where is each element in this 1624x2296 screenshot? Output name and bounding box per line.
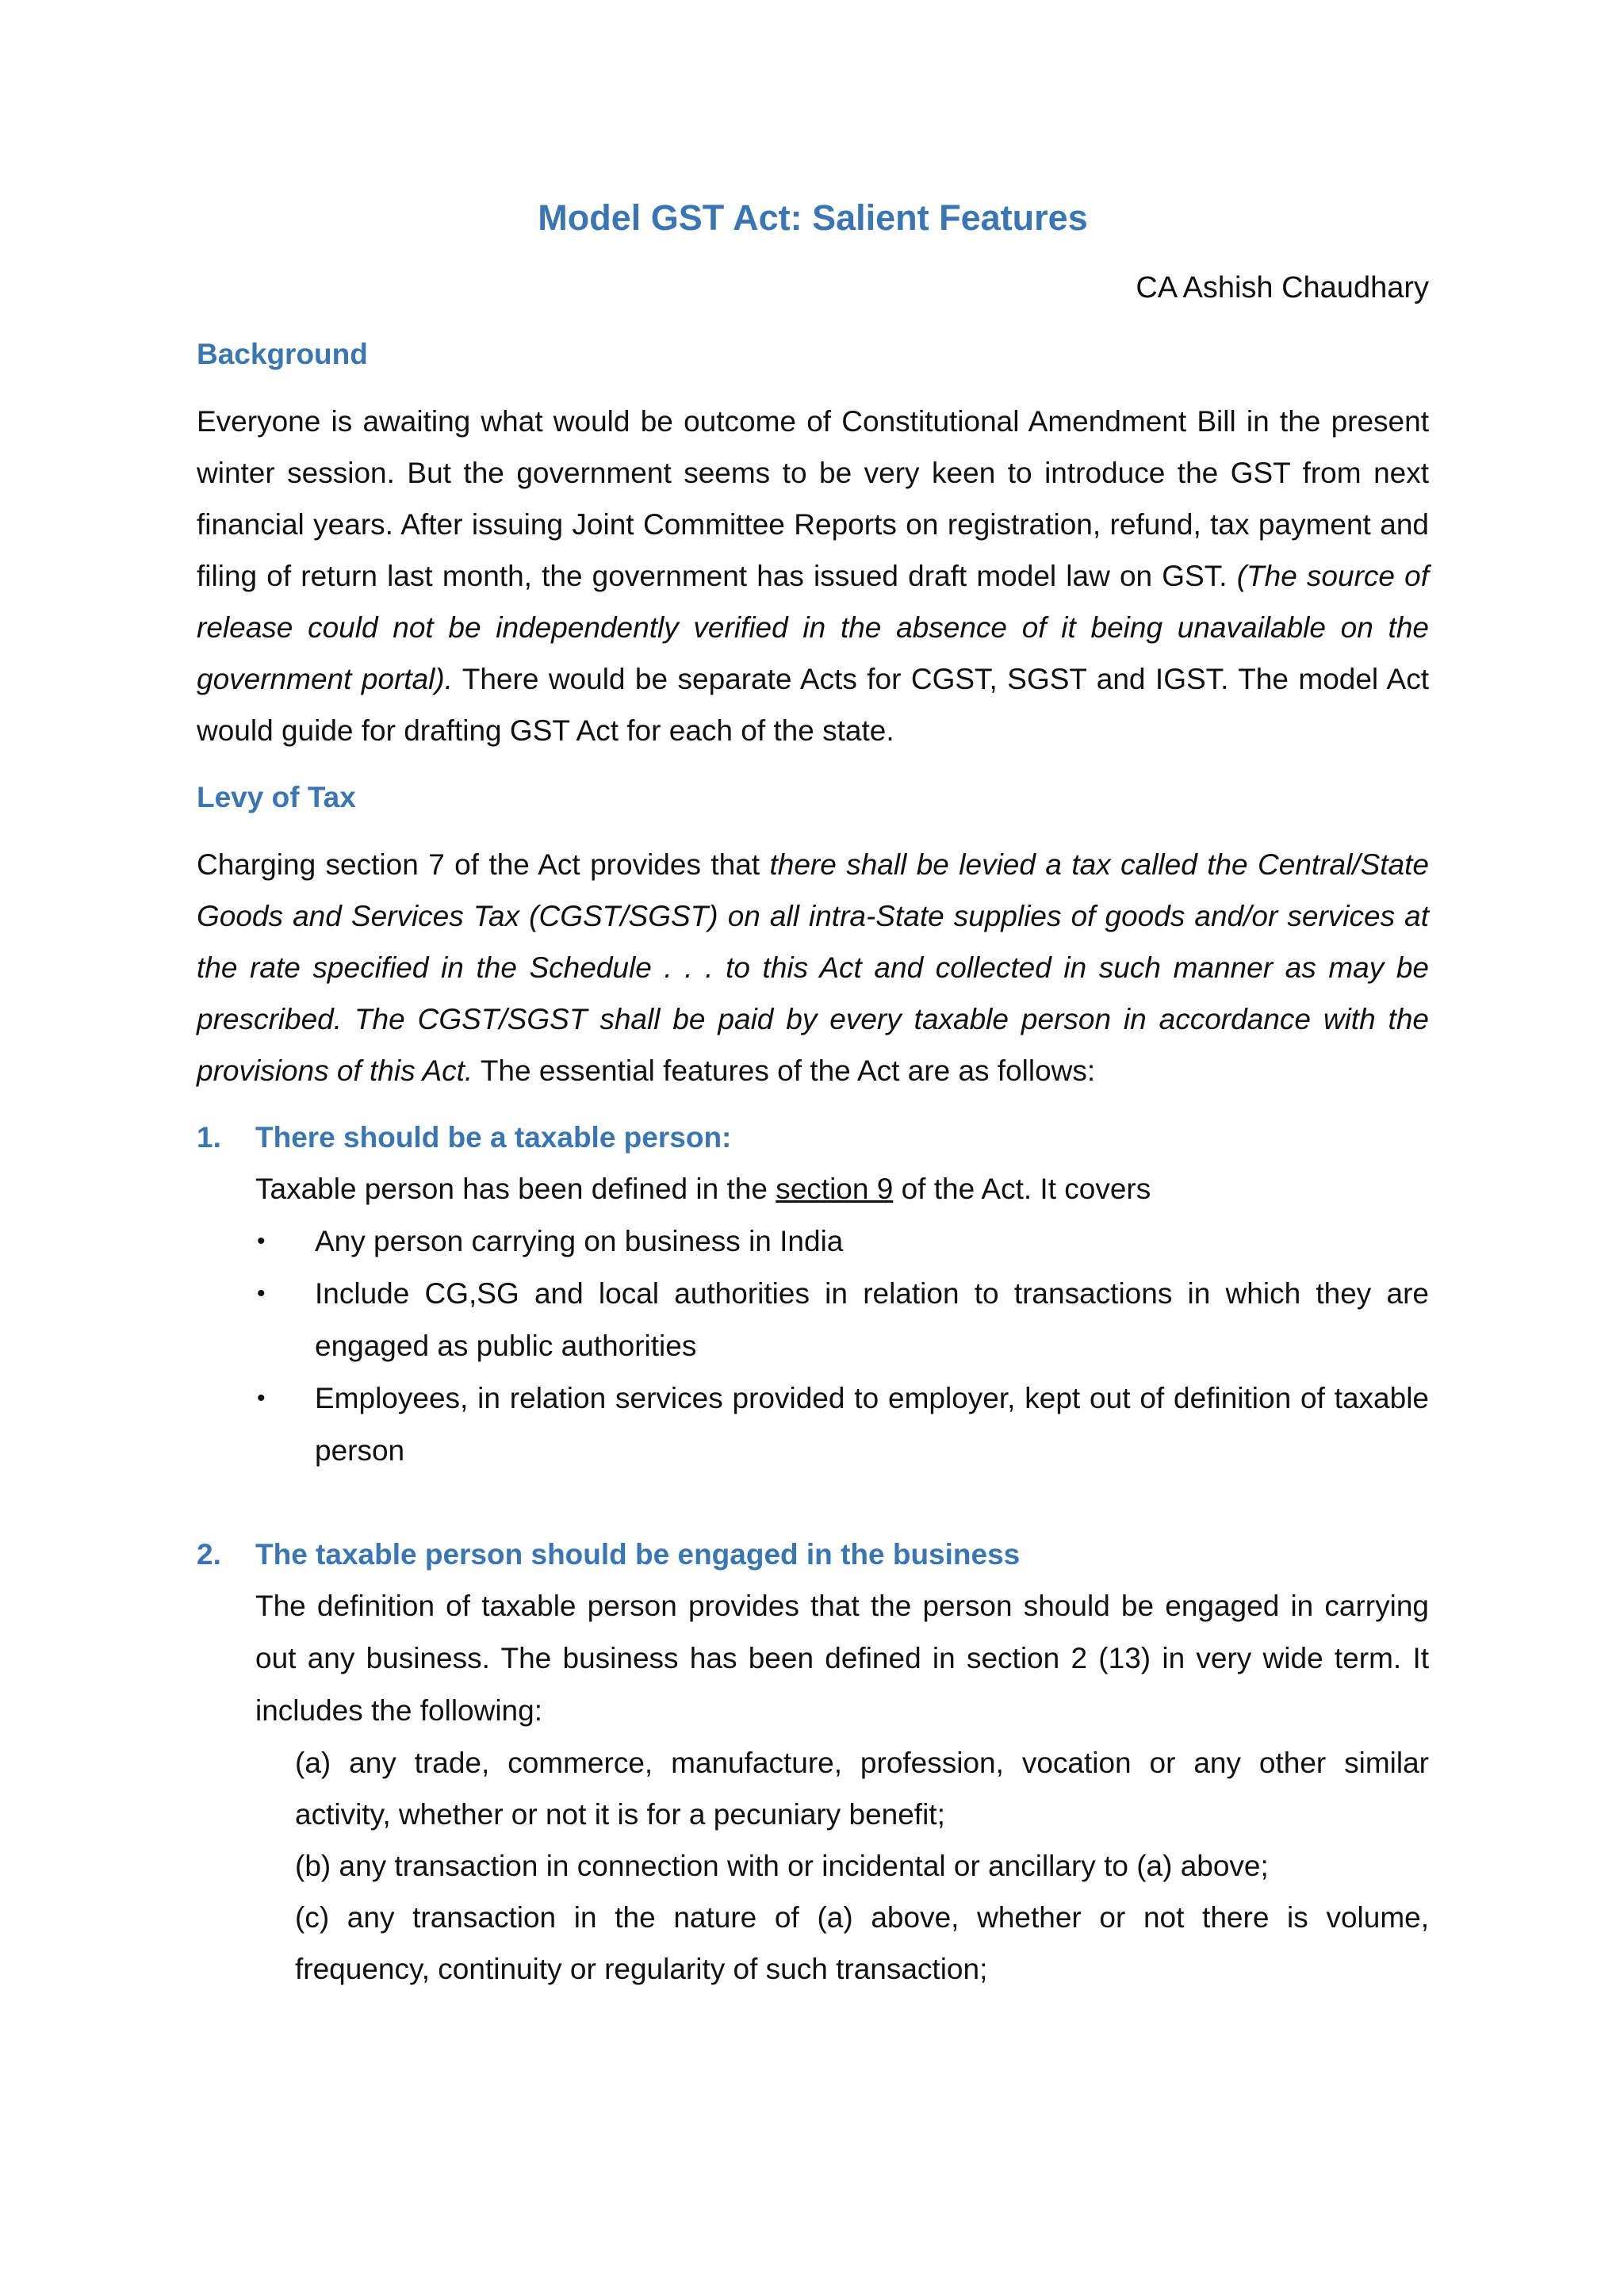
levy-text-1: Charging section 7 of the Act provides that (197, 848, 770, 881)
document-content (197, 186, 1429, 1995)
list-item (255, 1215, 1429, 1268)
bullet-text: Include CG,SG and local authorities in relation to transactions in which they are engaged as public authorities (315, 1277, 1429, 1362)
point-1-number: 1. (197, 1121, 221, 1154)
levy-paragraph (197, 839, 1429, 1096)
spacer (197, 1477, 1429, 1513)
section-heading-levy: Levy of Tax (197, 781, 356, 813)
list-item (255, 1268, 1429, 1372)
point-1-title: There should be a taxable person: (255, 1121, 732, 1154)
point-1-body (255, 1163, 1429, 1477)
background-text-1: Everyone is awaiting what would be outcome of Constitutional Amendment Bill in the present winter session. But the government seems to be very keen to introduce the GST from next financial years. After issuing Joint Committee Reports on registration, refund, tax payment and filing of return last month, the government has issued draft model law on GST. (197, 405, 1429, 592)
point-1-intro-text-2: of the Act. It covers (893, 1173, 1151, 1205)
point-2-intro: The definition of taxable person provides that the person should be engaged in carrying out any business. The business has been defined in section 2 (13) in very wide term. It includes the following: (255, 1590, 1429, 1727)
bullet-text: Employees, in relation services provided to employer, kept out of definition of taxable person (315, 1382, 1429, 1467)
list-item: (a) any trade, commerce, manufacture, profession, vocation or any other similar activity, whether or not it is for a pecuniary benefit; (295, 1747, 1429, 1831)
point-2-number: 2. (197, 1538, 221, 1571)
levy-text-italic: there shall be levied a tax called the Central/State Goods and Services Tax (CGST/SGST) on all intra-State supplies of goods and/or services at the rate specified in the Schedule . . . to this Act and collected in such manner as may be prescribed. The CGST/SGST shall be paid by every taxable person in accordance with the provisions of this Act. (197, 848, 1429, 1087)
list-item: (c) any transaction in the nature of (a) above, whether or not there is volume, frequency, continuity or regularity of such transaction; (295, 1901, 1429, 1985)
bullet-text: Any person carrying on business in India (315, 1225, 844, 1257)
bullet-icon: • (257, 1280, 266, 1307)
levy-text-2: The essential features of the Act are as follows: (473, 1054, 1096, 1087)
author-name: CA Ashish Chaudhary (1136, 271, 1429, 304)
background-text-2: There would be separate Acts for CGST, SGST and IGST. The model Act would guide for drafting GST Act for each of the state. (197, 663, 1429, 747)
background-paragraph (197, 396, 1429, 756)
point-2-body (255, 1580, 1429, 1995)
point-1-bullet-list (255, 1215, 1429, 1477)
section-heading-background: Background (197, 338, 368, 370)
point-2-title: The taxable person should be engaged in the business (255, 1538, 1021, 1571)
point-1-heading (197, 1112, 1429, 1163)
background-text-italic: (The source of release could not be independently verified in the absence of it being unavailable on the government portal). (197, 560, 1429, 695)
point-2-item-list (295, 1737, 1429, 1995)
document-title: Model GST Act: Salient Features (538, 197, 1088, 238)
point-1-intro-text-1: Taxable person has been defined in the (255, 1173, 776, 1205)
point-1-intro (255, 1163, 1429, 1215)
bullet-icon: • (257, 1228, 266, 1254)
list-item: (b) any transaction in connection with or incidental or ancillary to (a) above; (295, 1850, 1269, 1882)
list-item (255, 1372, 1429, 1477)
point-2-heading (197, 1529, 1429, 1580)
section-9-link[interactable]: section 9 (776, 1173, 894, 1205)
bullet-icon: • (257, 1385, 266, 1411)
